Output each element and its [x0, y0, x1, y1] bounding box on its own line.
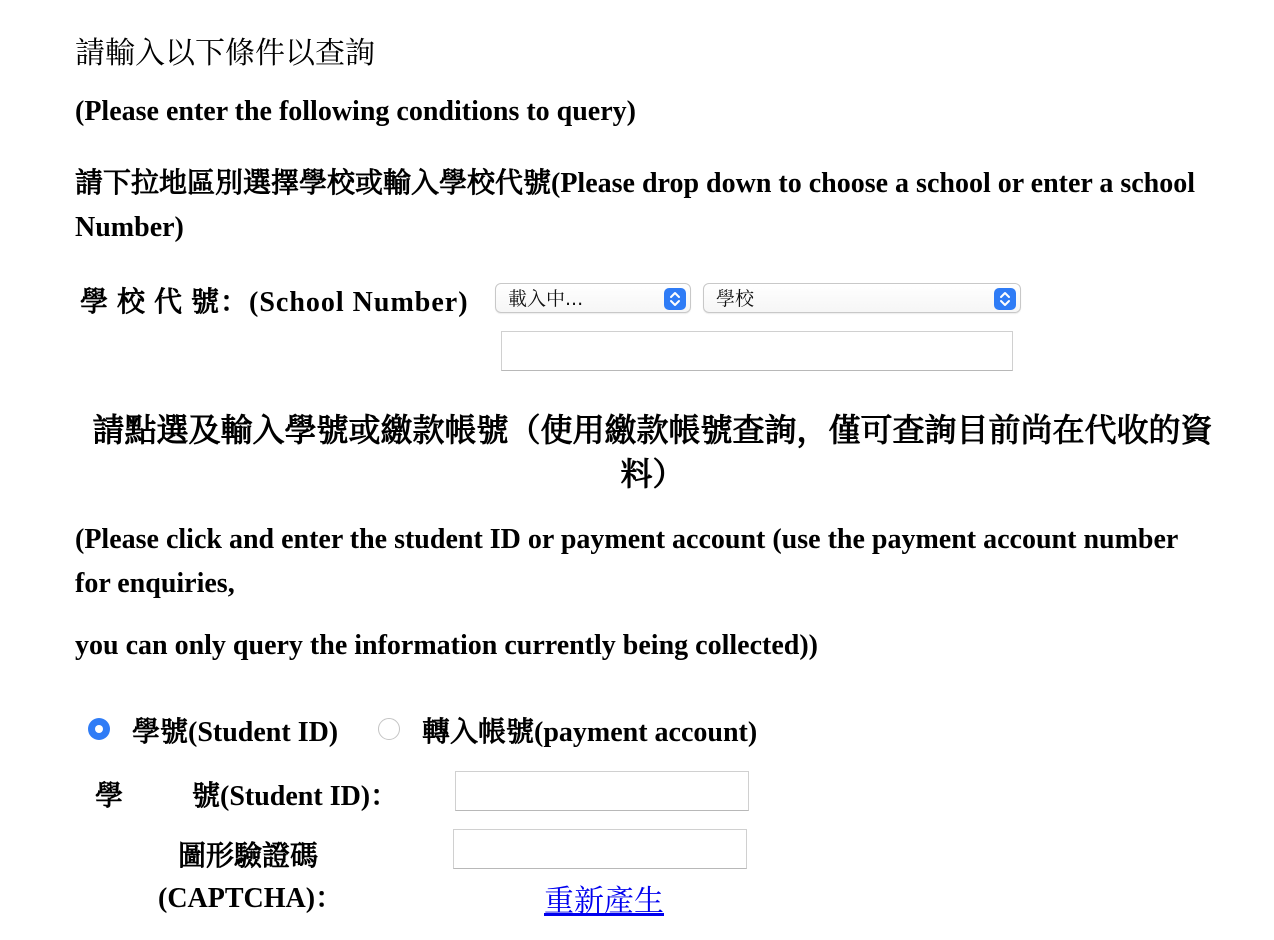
radio-student-id-label[interactable]: 學號(Student ID) — [132, 717, 339, 748]
radio-payment-account-label[interactable]: 轉入帳號(payment account) — [422, 717, 758, 748]
radio-payment-account[interactable] — [378, 718, 400, 740]
school-select-chevron-icon — [994, 288, 1016, 310]
region-select-chevron-icon — [664, 288, 686, 310]
id-instruction-zh: 請點選及輸入學號或繳款帳號（使用繳款帳號查詢，僅可查詢目前尚在代收的資料） — [92, 411, 1213, 493]
student-id-label: 號(Student ID)： — [192, 781, 399, 812]
school-select-value: 學校 — [716, 288, 755, 310]
id-instruction-en-note: you can only query the information currently being collected)) — [75, 630, 818, 661]
student-id-label-char: 學 — [95, 781, 124, 812]
school-select[interactable] — [703, 283, 1021, 313]
school-instruction: 請下拉地區別選擇學校或輸入學校代號(Please drop down to choose a school or enter a school Number) — [75, 168, 1195, 243]
captcha-label-zh: 圖形驗證碼 — [178, 841, 319, 872]
captcha-label-en: (CAPTCHA)： — [158, 883, 344, 914]
id-instruction-en: (Please click and enter the student ID or payment account (use the payment account number for enquiries, — [75, 524, 1178, 599]
heading-en: (Please enter the following conditions to query) — [75, 96, 636, 127]
heading-zh: 請輸入以下條件以查詢 — [75, 36, 375, 71]
school-number-label: 學 校 代 號：(School Number) — [80, 287, 469, 318]
region-select[interactable] — [495, 283, 691, 313]
student-id-input[interactable] — [455, 771, 749, 811]
school-number-input[interactable] — [501, 331, 1013, 371]
regenerate-captcha-link[interactable]: 重新產生 — [544, 884, 664, 919]
radio-student-id[interactable] — [88, 718, 110, 740]
captcha-input[interactable] — [453, 829, 747, 869]
region-select-value: 載入中... — [508, 288, 584, 310]
